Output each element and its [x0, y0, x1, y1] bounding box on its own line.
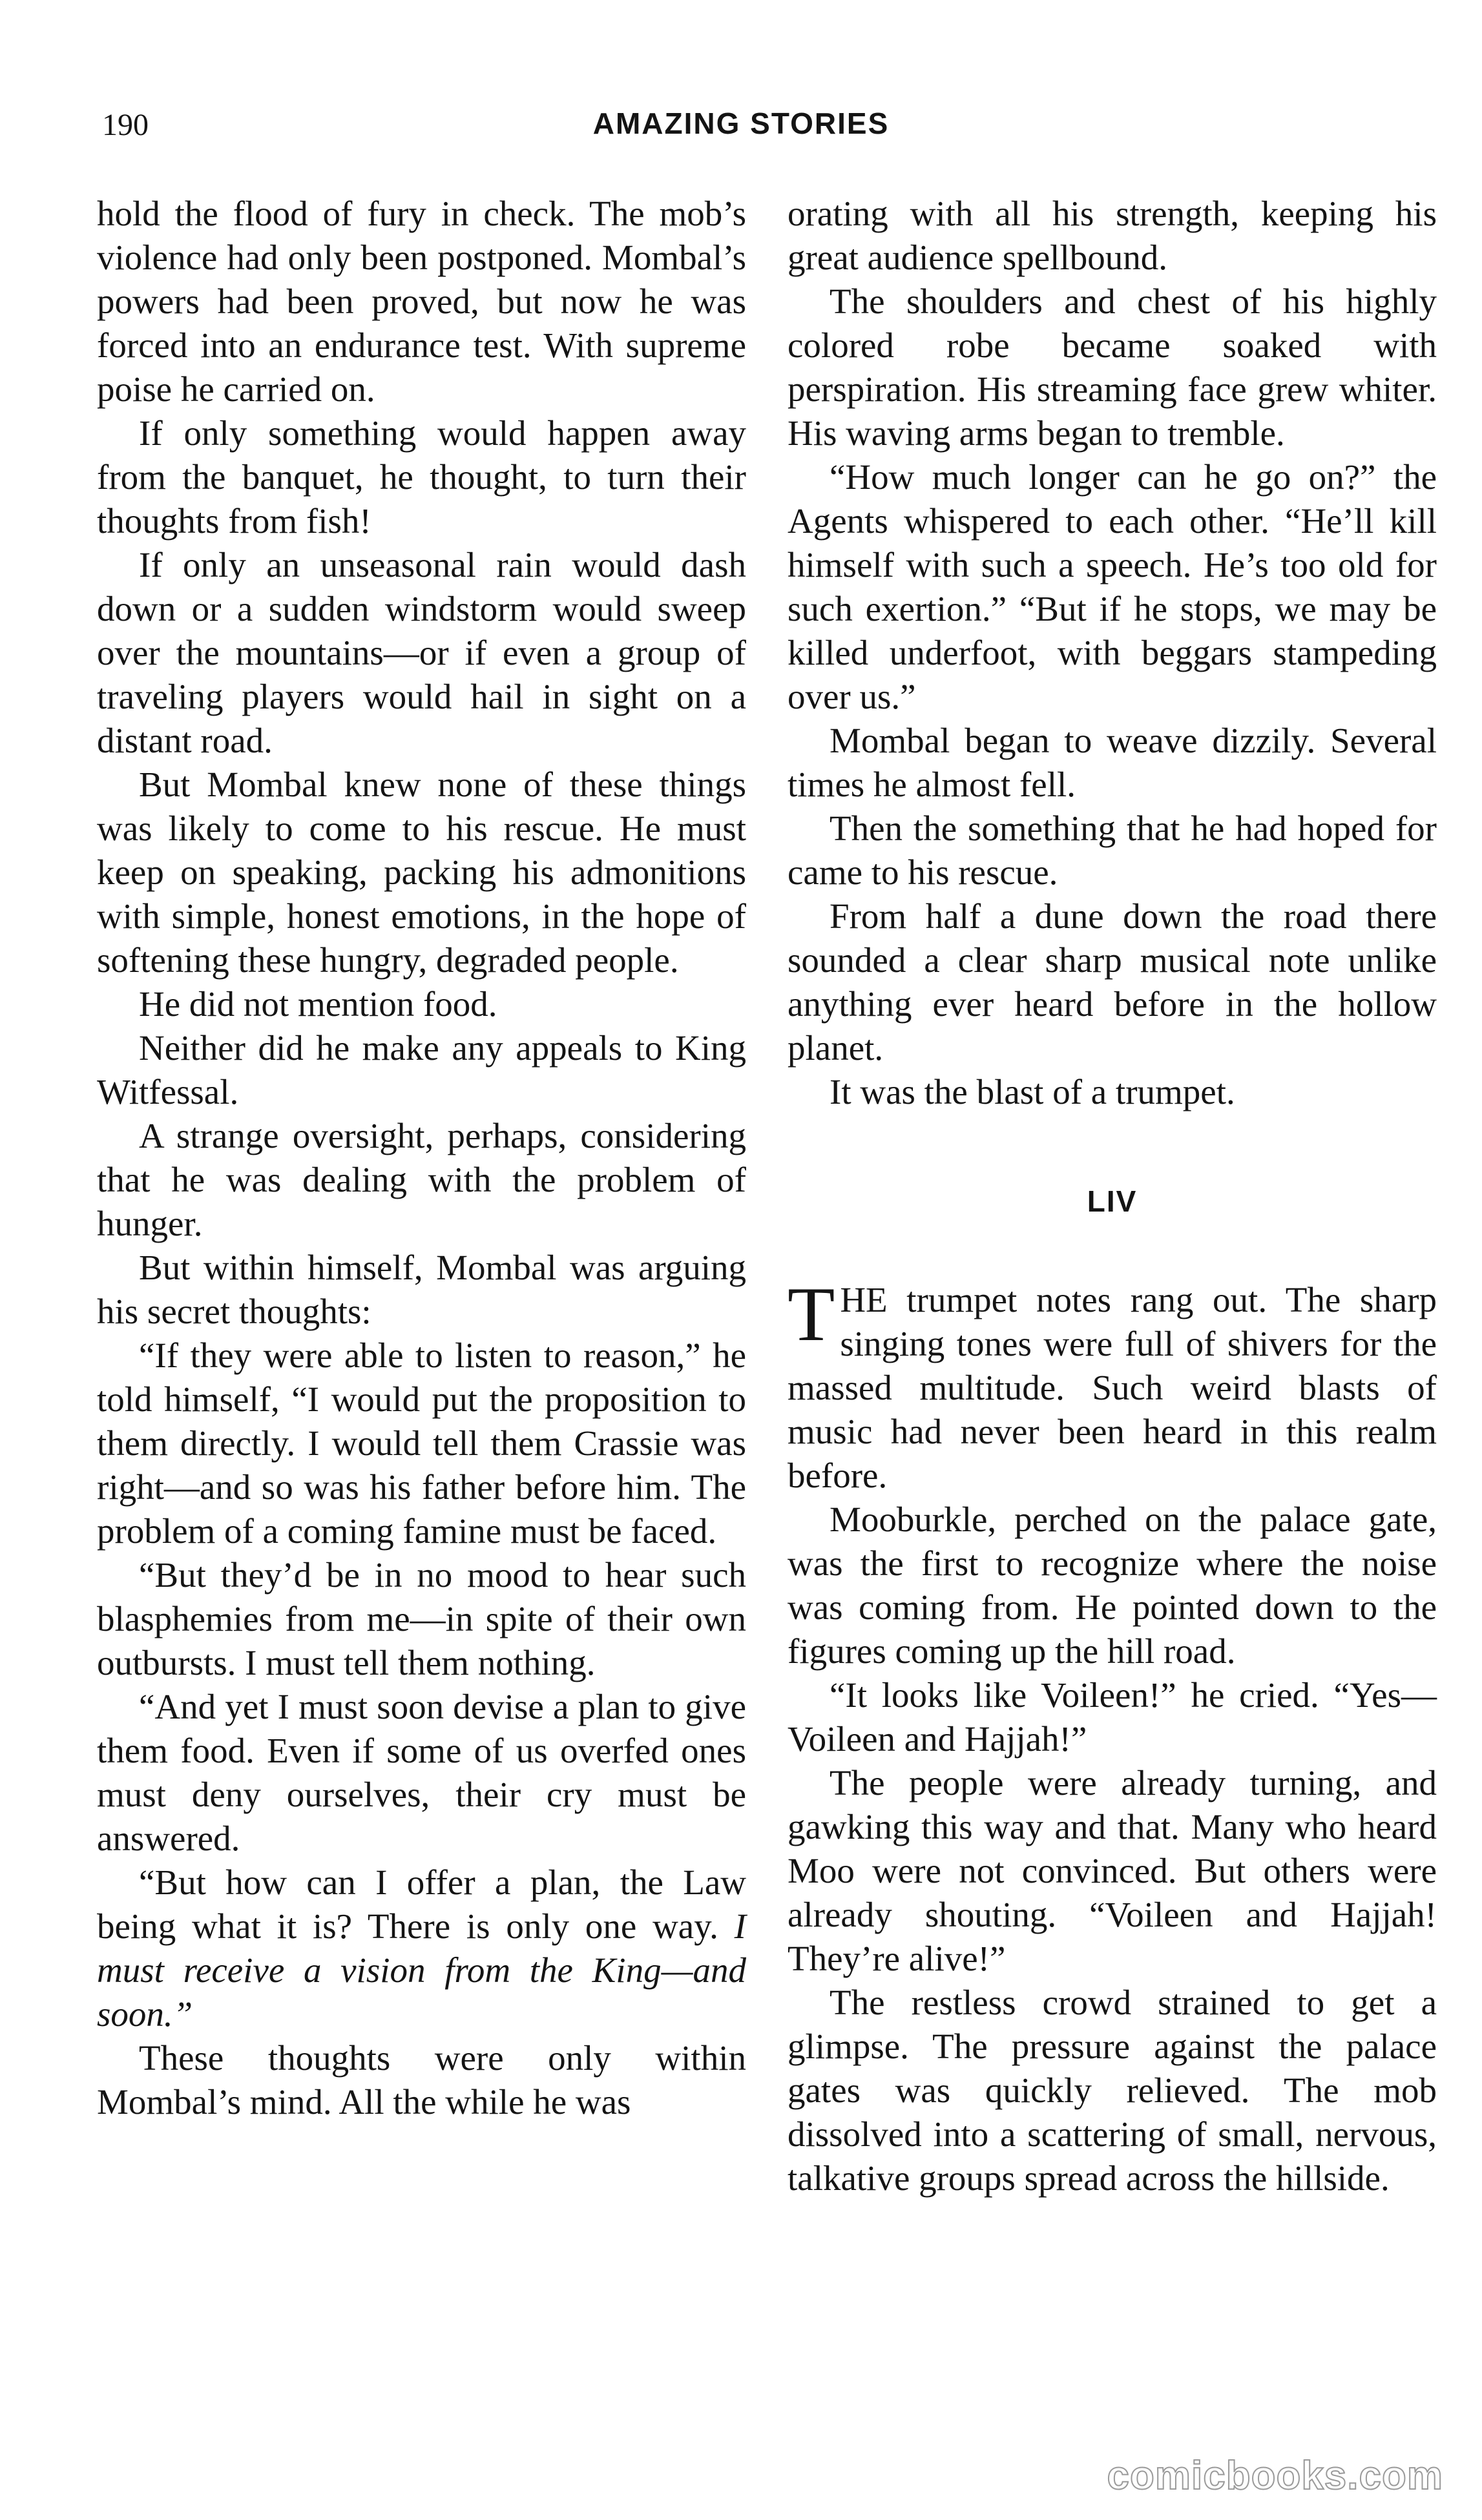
paragraph: “If they were able to listen to reason,” he told himself, “I would put the proposition to them directly. I would tell them Crassie was right—and so was his father before him. The problem of a coming famine must be faced.	[97, 1336, 746, 1551]
paragraph: “But they’d be in no mood to hear such blasphemies from me—in spite of their own outbursts. I must tell them nothing.	[97, 1555, 746, 1682]
paragraph: It was the blast of a trumpet.	[830, 1072, 1235, 1111]
paragraph: But Mombal knew none of these things was likely to come to his rescue. He must keep on speaking, packing his admonitions with simple, honest emotions, in the hope of softening these hungry, degraded people.	[97, 765, 746, 980]
right-column	[788, 192, 1437, 2200]
paragraph: If only something would happen away from the banquet, he thought, to turn their thoughts from fish!	[97, 413, 746, 541]
paragraph: Mombal began to weave dizzily. Several times he almost fell.	[788, 721, 1437, 804]
paragraph: But within himself, Mombal was arguing his secret thoughts:	[97, 1248, 746, 1331]
paragraph: A strange oversight, perhaps, considering that he was dealing with the problem of hunger.	[97, 1116, 746, 1243]
paragraph: Neither did he make any appeals to King Witfessal.	[97, 1028, 746, 1111]
chapter-heading: LIV	[1087, 1184, 1138, 1218]
paragraph: “How much longer can he go on?” the Agents whispered to each other. “He’ll kill himself with such a speech. He’s too old for such exertion.” “But if he stops, we may be killed underfoot, with beggars stampeding over us.”	[788, 457, 1437, 716]
page-number: 190	[102, 108, 149, 142]
paragraph: He did not mention food.	[139, 984, 497, 1024]
watermark: comicbooks.com	[1107, 2453, 1443, 2498]
left-column	[97, 192, 746, 2124]
paragraph-text: HE trumpet notes rang out. The sharp singing tones were full of shivers for the massed multitude. Such weird blasts of music had never been heard in this realm before.	[788, 1280, 1437, 1495]
running-head: AMAZING STORIES	[592, 107, 890, 140]
paragraph: hold the flood of fury in check. The mob’s violence had only been postponed. Mombal’s powers had been proved, but now he was forced into an endurance test. With supreme poise he carried on.	[97, 194, 746, 409]
paragraph-with-italic	[97, 1861, 746, 2036]
italic-phrase: I must receive a vision from the King—and soon.”	[97, 1906, 746, 2034]
paragraph: From half a dune down the road there sounded a clear sharp musical note unlike anything ever heard before in the hollow planet.	[788, 896, 1437, 1068]
paragraph: The people were already turning, and gawking this way and that. Many who heard Moo were not convinced. But others were already shouting. “Voileen and Hajjah! They’re alive!”	[788, 1763, 1437, 1978]
paragraph: “And yet I must soon devise a plan to give them food. Even if some of us overfed ones must deny ourselves, their cry must be answered.	[97, 1687, 746, 1858]
paragraph: orating with all his strength, keeping his great audience spellbound.	[788, 194, 1437, 277]
paragraph: The shoulders and chest of his highly colored robe became soaked with perspiration. His streaming face grew whiter. His waving arms began to tremble.	[788, 282, 1437, 453]
paragraph: The restless crowd strained to get a glimpse. The pressure against the palace gates was quickly relieved. The mob dissolved into a scattering of small, nervous, talkative groups spread across the hillside.	[788, 1983, 1437, 2198]
chapter-opening-paragraph	[788, 1271, 1437, 1498]
paragraph-text: “But how can I offer a plan, the Law being what it is? There is only one way.	[97, 1863, 746, 1946]
paragraph: If only an unseasonal rain would dash down or a sudden windstorm would sweep over the mountains—or if even a group of traveling players would hail in sight on a distant road.	[97, 545, 746, 760]
paragraph: Mooburkle, perched on the palace gate, was the first to recognize where the noise was coming from. He pointed down to the figures coming up the hill road.	[788, 1500, 1437, 1671]
drop-cap: T	[788, 1271, 835, 1357]
paragraph: These thoughts were only within Mombal’s mind. All the while he was	[97, 2038, 746, 2122]
paragraph: “It looks like Voileen!” he cried. “Yes—Voileen and Hajjah!”	[788, 1675, 1437, 1759]
paragraph: Then the something that he had hoped for came to his rescue.	[788, 809, 1437, 892]
